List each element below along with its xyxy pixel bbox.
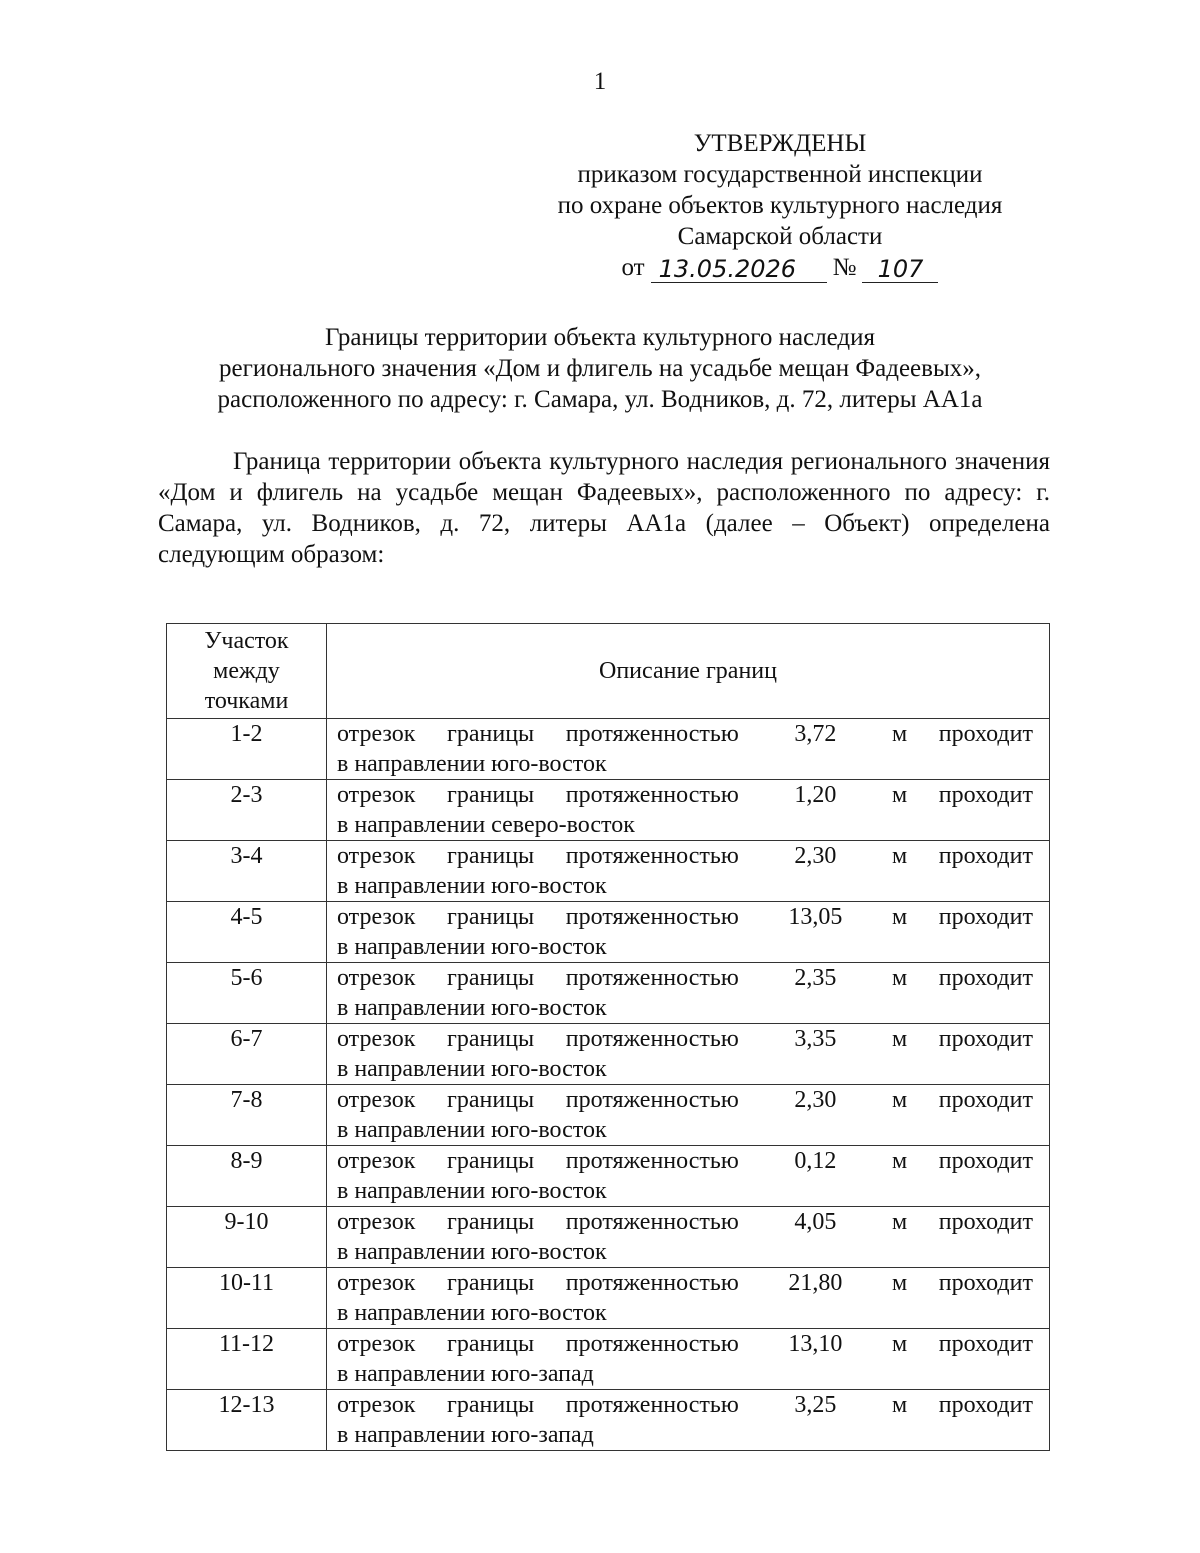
segment-cell: 3-4 [167, 841, 327, 902]
table-row [167, 719, 1050, 780]
length-value: 3,35 [794, 1026, 837, 1052]
table-header-row [167, 624, 1050, 719]
header-segment-line: Участок [204, 628, 289, 654]
table-body [167, 719, 1050, 1451]
word-prohodit: проходит [938, 721, 1033, 747]
word-otrezok: отрезок [337, 1270, 416, 1296]
direction-text: в направлении юго-восток [337, 1300, 607, 1326]
word-protyazhennostyu: протяженностью [565, 1026, 739, 1052]
length-value: 1,20 [794, 782, 837, 808]
direction-text: в направлении юго-восток [337, 995, 607, 1021]
page-number: 1 [593, 68, 607, 95]
word-prohodit: проходит [938, 1148, 1033, 1174]
description-cell [327, 902, 1050, 963]
word-otrezok: отрезок [337, 1148, 416, 1174]
word-protyazhennostyu: протяженностью [565, 1209, 739, 1235]
header-segment-line: точками [204, 688, 289, 714]
word-prohodit: проходит [938, 1087, 1033, 1113]
table-row [167, 780, 1050, 841]
word-protyazhennostyu: протяженностью [565, 782, 739, 808]
length-value: 21,80 [788, 1270, 843, 1296]
description-cell [327, 1390, 1050, 1451]
word-otrezok: отрезок [337, 1209, 416, 1235]
unit: м [891, 965, 908, 991]
document-title [120, 322, 1080, 415]
segment-cell: 8-9 [167, 1146, 327, 1207]
unit: м [891, 782, 908, 808]
intro-paragraph: Граница территории объекта культурного наследия регионального значения «Дом и флигель на усадьбе мещан Фадеевых», расположенного по адресу: г. Самара, ул. Водников, д. 72, литеры АА1а (далее – Объект) определена следующим образом: [158, 448, 1050, 568]
table-row [167, 1146, 1050, 1207]
word-granitsy: границы [447, 1209, 535, 1235]
word-prohodit: проходит [938, 843, 1033, 869]
segment-cell: 2-3 [167, 780, 327, 841]
description-line-1 [337, 1390, 1033, 1420]
direction-text: в направлении юго-восток [337, 1117, 607, 1143]
description-line-1 [337, 719, 1033, 749]
description-line-1 [337, 1329, 1033, 1359]
word-otrezok: отрезок [337, 1392, 416, 1418]
date-prefix: от [621, 254, 645, 281]
word-protyazhennostyu: протяженностью [565, 1087, 739, 1113]
table-row [167, 963, 1050, 1024]
segment-cell: 11-12 [167, 1329, 327, 1390]
table-row [167, 1207, 1050, 1268]
description-cell [327, 1207, 1050, 1268]
description-cell [327, 1085, 1050, 1146]
word-granitsy: границы [447, 1087, 535, 1113]
header-segment [167, 624, 327, 719]
word-prohodit: проходит [938, 1026, 1033, 1052]
direction-text: в направлении юго-восток [337, 934, 607, 960]
word-granitsy: границы [447, 965, 535, 991]
word-protyazhennostyu: протяженностью [565, 843, 739, 869]
length-value: 13,05 [788, 904, 843, 930]
direction-text: в направлении юго-восток [337, 1056, 607, 1082]
word-otrezok: отрезок [337, 782, 416, 808]
approval-title: УТВЕРЖДЕНЫ [693, 130, 867, 157]
table-row [167, 1085, 1050, 1146]
description-line-1 [337, 1085, 1033, 1115]
description-cell [327, 1329, 1050, 1390]
description-line-1 [337, 1268, 1033, 1298]
unit: м [891, 1209, 908, 1235]
unit: м [891, 904, 908, 930]
segment-cell: 9-10 [167, 1207, 327, 1268]
word-protyazhennostyu: протяженностью [565, 965, 739, 991]
description-cell [327, 841, 1050, 902]
length-value: 2,35 [794, 965, 837, 991]
description-cell [327, 719, 1050, 780]
word-prohodit: проходит [938, 965, 1033, 991]
unit: м [891, 1026, 908, 1052]
word-otrezok: отрезок [337, 1087, 416, 1113]
word-prohodit: проходит [938, 782, 1033, 808]
unit: м [891, 1331, 908, 1357]
boundaries-table [166, 623, 1050, 1451]
direction-text: в направлении юго-запад [337, 1361, 594, 1387]
word-prohodit: проходит [938, 1392, 1033, 1418]
word-protyazhennostyu: протяженностью [565, 904, 739, 930]
direction-text: в направлении юго-восток [337, 1239, 607, 1265]
word-granitsy: границы [447, 843, 535, 869]
word-otrezok: отрезок [337, 1026, 416, 1052]
word-granitsy: границы [447, 904, 535, 930]
word-otrezok: отрезок [337, 965, 416, 991]
unit: м [891, 1392, 908, 1418]
description-line-1 [337, 1024, 1033, 1054]
word-prohodit: проходит [938, 1331, 1033, 1357]
description-line-1 [337, 963, 1033, 993]
table-row [167, 841, 1050, 902]
description-line-1 [337, 902, 1033, 932]
handwritten-date: 13.05.2026 [651, 256, 827, 283]
unit: м [891, 843, 908, 869]
number-prefix: № [832, 254, 857, 281]
length-value: 0,12 [794, 1148, 837, 1174]
segment-cell: 10-11 [167, 1268, 327, 1329]
segment-cell: 5-6 [167, 963, 327, 1024]
word-otrezok: отрезок [337, 843, 416, 869]
approval-date-line [520, 252, 1040, 283]
length-value: 4,05 [794, 1209, 837, 1235]
description-line-1 [337, 841, 1033, 871]
word-granitsy: границы [447, 1026, 535, 1052]
word-protyazhennostyu: протяженностью [565, 1270, 739, 1296]
header-segment-line: между [213, 658, 280, 684]
description-cell [327, 1268, 1050, 1329]
segment-cell: 6-7 [167, 1024, 327, 1085]
table-row [167, 1268, 1050, 1329]
description-line-1 [337, 1146, 1033, 1176]
word-granitsy: границы [447, 1270, 535, 1296]
word-granitsy: границы [447, 782, 535, 808]
title-line-3: расположенного по адресу: г. Самара, ул. Водников, д. 72, литеры АА1а [217, 386, 983, 413]
approval-block [520, 128, 1040, 283]
unit: м [891, 1270, 908, 1296]
word-granitsy: границы [447, 1392, 535, 1418]
direction-text: в направлении юго-восток [337, 1178, 607, 1204]
direction-text: в направлении юго-запад [337, 1422, 594, 1448]
approval-line-2: по охране объектов культурного наследия [557, 192, 1003, 219]
word-granitsy: границы [447, 721, 535, 747]
segment-cell: 1-2 [167, 719, 327, 780]
length-value: 13,10 [788, 1331, 843, 1357]
segment-cell: 7-8 [167, 1085, 327, 1146]
table-row [167, 1390, 1050, 1451]
title-line-2: регионального значения «Дом и флигель на усадьбе мещан Фадеевых», [218, 355, 982, 382]
table-row [167, 902, 1050, 963]
direction-text: в направлении юго-восток [337, 751, 607, 777]
description-cell [327, 963, 1050, 1024]
approval-line-3: Самарской области [677, 223, 883, 250]
unit: м [891, 1148, 908, 1174]
word-prohodit: проходит [938, 1270, 1033, 1296]
word-granitsy: границы [447, 1331, 535, 1357]
direction-text: в направлении юго-восток [337, 873, 607, 899]
length-value: 3,25 [794, 1392, 837, 1418]
word-protyazhennostyu: протяженностью [565, 1392, 739, 1418]
segment-cell: 4-5 [167, 902, 327, 963]
word-otrezok: отрезок [337, 904, 416, 930]
length-value: 2,30 [794, 843, 837, 869]
unit: м [891, 1087, 908, 1113]
table-row [167, 1329, 1050, 1390]
word-otrezok: отрезок [337, 1331, 416, 1357]
length-value: 3,72 [794, 721, 837, 747]
length-value: 2,30 [794, 1087, 837, 1113]
table-row [167, 1024, 1050, 1085]
direction-text: в направлении северо-восток [337, 812, 635, 838]
description-cell [327, 780, 1050, 841]
approval-line-1: приказом государственной инспекции [577, 161, 983, 188]
handwritten-number: 107 [862, 256, 938, 283]
word-prohodit: проходит [938, 904, 1033, 930]
header-description: Описание границ [327, 624, 1050, 719]
word-protyazhennostyu: протяженностью [565, 1148, 739, 1174]
word-otrezok: отрезок [337, 721, 416, 747]
title-line-1: Границы территории объекта культурного наследия [324, 324, 876, 351]
word-prohodit: проходит [938, 1209, 1033, 1235]
description-line-1 [337, 1207, 1033, 1237]
unit: м [891, 721, 908, 747]
word-granitsy: границы [447, 1148, 535, 1174]
description-cell [327, 1024, 1050, 1085]
description-cell [327, 1146, 1050, 1207]
word-protyazhennostyu: протяженностью [565, 1331, 739, 1357]
segment-cell: 12-13 [167, 1390, 327, 1451]
word-protyazhennostyu: протяженностью [565, 721, 739, 747]
description-line-1 [337, 780, 1033, 810]
